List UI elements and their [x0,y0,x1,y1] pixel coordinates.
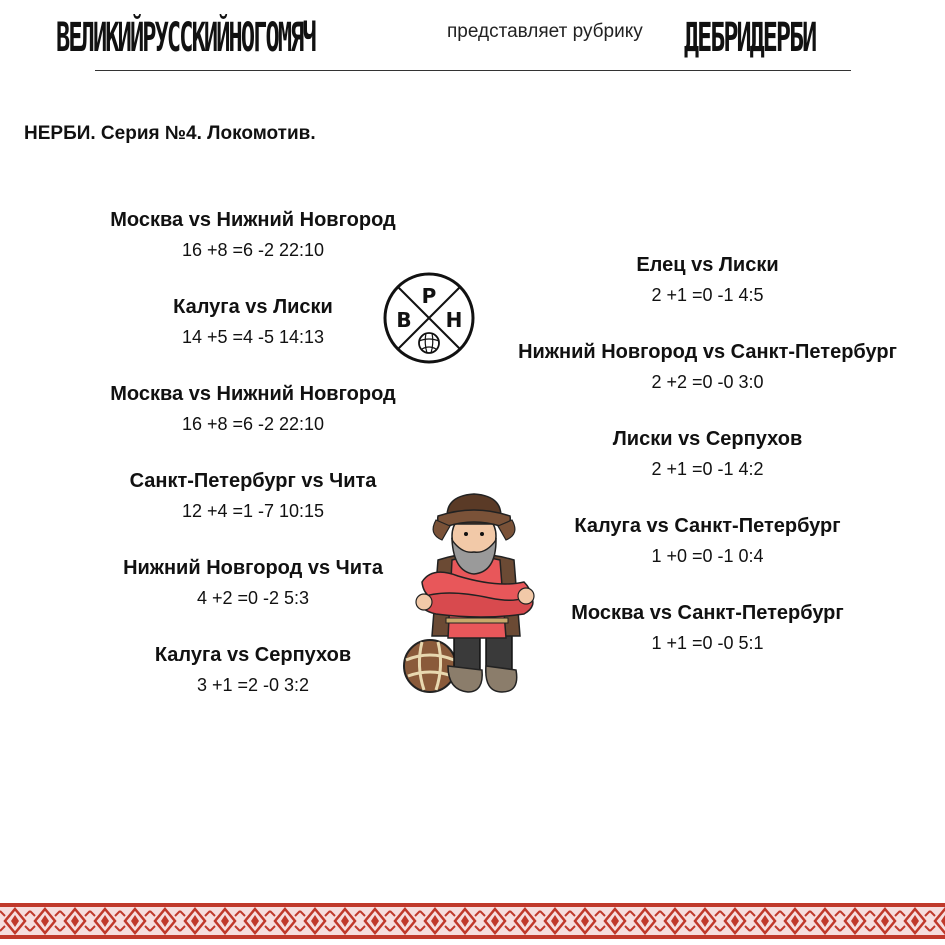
emblem-letter: Р [421,284,437,308]
match-stats: 4 +2 =0 -2 5:3 [196,588,310,608]
page-title: НЕРБИ. Серия №4. Локомотив. [24,123,316,144]
match-item [48,466,458,553]
match-title: Лиски vs Серпухов [612,428,803,450]
match-stats: 1 +0 =0 -1 0:4 [651,546,764,566]
match-title: Санкт-Петербург vs Чита [129,470,377,492]
right-match-list [480,250,935,685]
match-item [480,250,935,337]
rubric-logo-text: ДЕБРИДЕРБИ [684,14,816,61]
folk-ornament-border [0,903,945,939]
football-icon [419,333,439,353]
match-stats: 12 +4 =1 -7 10:15 [181,501,325,521]
emblem-letter: Н [445,308,463,332]
match-title: Нижний Новгород vs Санкт-Петербург [518,341,897,363]
match-title: Нижний Новгород vs Чита [123,557,383,579]
match-title: Калуга vs Санкт-Петербург [574,515,841,537]
match-title: Москва vs Нижний Новгород [110,209,396,231]
match-title: Елец vs Лиски [636,254,779,276]
match-item [480,598,935,685]
match-stats: 2 +1 =0 -1 4:5 [651,285,764,305]
match-stats: 1 +1 =0 -0 5:1 [651,633,764,653]
match-stats: 3 +1 =2 -0 3:2 [196,675,310,695]
match-title: Калуга vs Лиски [173,296,333,318]
match-stats: 2 +1 =0 -1 4:2 [651,459,764,479]
header-divider [95,70,851,71]
match-stats: 16 +8 =6 -2 22:10 [181,414,325,434]
emblem-letter: В [396,308,412,332]
match-item [48,553,458,640]
match-title: Москва vs Нижний Новгород [110,383,396,405]
header [0,0,945,75]
match-stats: 16 +8 =6 -2 22:10 [181,240,325,260]
match-title: Калуга vs Серпухов [154,644,352,666]
match-stats: 14 +5 =4 -5 14:13 [181,327,325,347]
match-stats: 2 +2 =0 -0 3:0 [651,372,764,392]
match-item [480,424,935,511]
match-title: Москва vs Санкт-Петербург [571,602,844,624]
match-item [48,379,458,466]
match-item [48,640,458,727]
mascot-illustration [402,490,547,700]
brand-subtitle: представляет рубрику [447,21,643,42]
match-item [480,337,935,424]
brand-logo-text: ВЕЛИКИЙРУССКИЙНОГОМЯЧ [56,14,315,61]
vrn-emblem-logo [382,271,476,365]
match-item [480,511,935,598]
